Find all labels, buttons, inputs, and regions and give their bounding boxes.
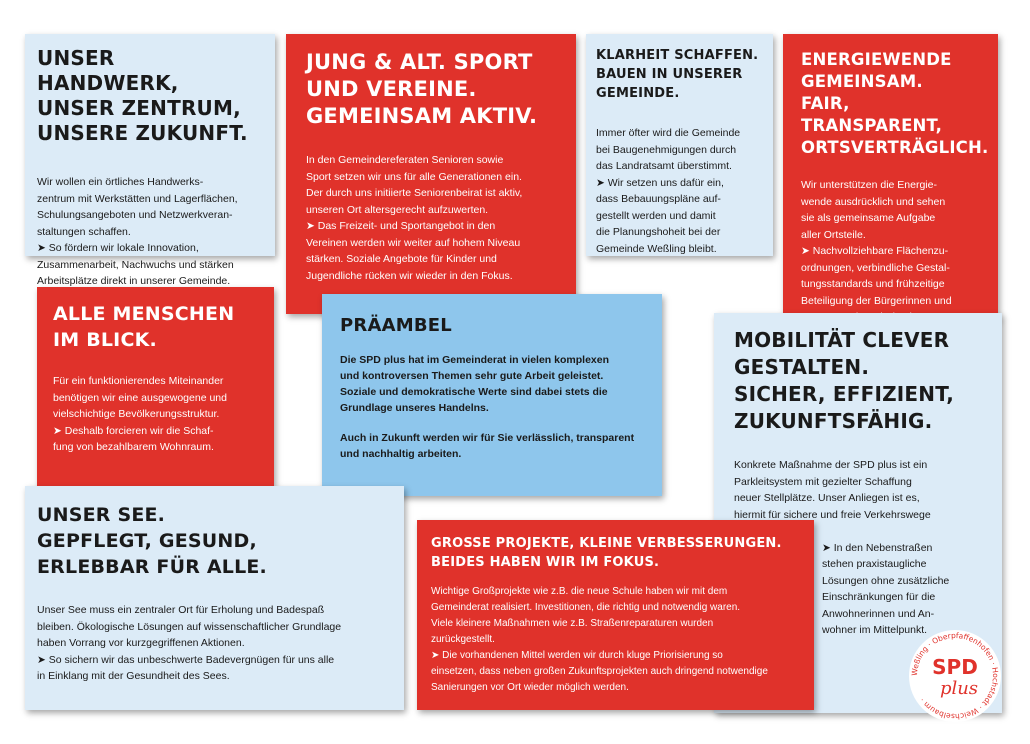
- arrow-icon: ➤: [822, 541, 831, 554]
- arrow-icon: ➤: [306, 220, 315, 232]
- card-text: Das Freizeit- und Sportangebot in den Vereinen werden wir weiter auf hohem Niveau stärken. Soziale Angebote für Kinder und Jugendliche rücken wir wieder in den Fokus.: [306, 220, 521, 282]
- card-text: Wichtige Großprojekte wie z.B. die neue Schule haben wir mit dem Gemeinderat realisiert. Investitionen, die richtig und notwendig waren. Viele kleinere Maßnahmen wie z.B. Straßenreparaturen wurden zurückgestellt.: [431, 586, 741, 645]
- card-text: Wir unterstützen die Energie- wende ausdrücklich und sehen sie als gemeinsame Aufgabe aller Ortsteile.: [801, 179, 946, 241]
- card-text: Deshalb forcieren wir die Schaf- fung von bezahlbarem Wohnraum.: [53, 424, 214, 453]
- card-text: Konkrete Maßnahme der SPD plus ist ein Parkleitsystem mit gezielter Schaffung neuer Stellplätze. Unser Anliegen ist es, hiermit für sichere und freie Verkehrswege: [734, 459, 931, 521]
- card-text: Die SPD plus hat im Gemeinderat in vielen komplexen und kontroversen Themen sehr gute Arbeit geleistet. Soziale und demokratische Werte sind dabei stets die Grundlage unseres Handelns.: [340, 354, 609, 414]
- card-title: KLARHEIT SCHAFFEN. BAUEN IN UNSERER GEMEINDE.: [596, 48, 759, 101]
- arrow-icon: ➤: [37, 653, 46, 666]
- card-text: In den Nebenstraßen stehen praxistaugliche Lösungen ohne zusätzliche Einschränkungen für die Anwohnerinnen und An- wohner im Mittelpunkt.: [822, 541, 950, 636]
- card-text: Auch in Zukunft werden wir für Sie verlässlich, transparent und nachhaltig arbeiten.: [340, 432, 635, 460]
- card-title: JUNG & ALT. SPORT UND VEREINE. GEMEINSAM AKTIV.: [306, 50, 538, 128]
- card-text: Unser See muss ein zentraler Ort für Erholung und Badespaß bleiben. Ökologische Lösungen auf wissenschaftlicher Grundlage haben Vorrang vor kurzgegriffenen Aktionen.: [37, 604, 342, 649]
- arrow-icon: ➤: [431, 650, 440, 661]
- card-title: ENERGIEWENDE GEMEINSAM. FAIR, TRANSPARENT, ORTSVERTRÄGLICH.: [801, 50, 989, 157]
- card-klarheit: [586, 34, 773, 256]
- card-projekte: [417, 520, 814, 710]
- card-title: PRÄAMBEL: [340, 315, 452, 336]
- card-title: UNSER SEE. GEPFLEGT, GESUND, ERLEBBAR FÜR ALLE.: [37, 504, 267, 578]
- card-text-point: [306, 218, 556, 284]
- card-text: In den Gemeindereferaten Senioren sowie Sport setzen wir uns für alle Generationen ein. Der durch uns initiierte Seniorenbeirat ist aktiv, unseren Ort altersgerecht aufzuwerten.: [306, 154, 523, 216]
- card-title: MOBILITÄT CLEVER GESTALTEN. SICHER, EFFIZIENT, ZUKUNFTSFÄHIG.: [734, 328, 955, 433]
- card-text: Die vorhandenen Mittel werden wir durch kluge Priorisierung so einsetzen, dass neben großen Zukunftsprojekten auch dringend notwendige Sanierungen vor Ort wieder möglich werden.: [431, 650, 768, 693]
- logo-ring-text: Weßling · Oberpfaffenhofen · Hochstadt · Weichselbaum ·: [909, 630, 1001, 722]
- card-jung-alt: [286, 34, 576, 314]
- card-title: GROSSE PROJEKTE, KLEINE VERBESSERUNGEN. BEIDES HABEN WIR IM FOKUS.: [431, 536, 782, 570]
- card-text-point: [53, 423, 260, 456]
- arrow-icon: ➤: [596, 176, 605, 189]
- arrow-icon: ➤: [37, 242, 46, 254]
- card-text-point: [431, 648, 802, 696]
- card-text: Für ein funktionierendes Miteinander benötigen wir eine ausgewogene und vielschichtige Bevölkerungsstruktur.: [53, 375, 227, 420]
- card-text: So sichern wir das unbeschwerte Badevergnügen für uns alle in Einklang mit der Gesundheit des Sees.: [37, 653, 335, 682]
- card-handwerk: [25, 34, 275, 287]
- card-text: So fördern wir lokale Innovation, Zusammenarbeit, Nachwuchs und stärken Arbeitsplätze direkt in unserer Gemeinde.: [37, 242, 234, 287]
- arrow-icon: ➤: [801, 245, 810, 257]
- card-praeambel: [322, 294, 662, 496]
- card-text: Nachvollziehbare Flächenzu- ordnungen, verbindliche Gestal- tungsstandards und frühzeitige Beteiligung der Bürgerinnen und: [801, 245, 952, 307]
- logo-seal: [907, 628, 1003, 724]
- card-text: Wir setzen uns dafür ein, dass Bebauungspläne auf- gestellt werden und damit die Planungshoheit bei der Gemeinde Weßling bleibt.: [596, 176, 724, 255]
- card-title: ALLE MENSCHEN IM BLICK.: [53, 303, 235, 351]
- card-text-point: [596, 175, 763, 258]
- card-title: UNSER HANDWERK, UNSER ZENTRUM, UNSERE ZUKUNFT.: [37, 46, 248, 145]
- card-text: Wir wollen ein örtliches Handwerks- zentrum mit Werkstätten und Lagerflächen, Schulungsangeboten und Netzwerkveran- staltungen schaffen.: [37, 176, 238, 238]
- spd-plus-logo: [907, 628, 1003, 724]
- arrow-icon: ➤: [53, 424, 62, 437]
- card-text-point: [37, 652, 392, 685]
- logo-plus: plus: [939, 678, 979, 699]
- card-energiewende: [783, 34, 998, 320]
- card-unser-see: [25, 486, 404, 710]
- card-alle-menschen: [37, 287, 274, 487]
- card-text-point: [37, 240, 263, 290]
- logo-spd: SPD: [932, 655, 978, 679]
- card-text: Immer öfter wird die Gemeinde bei Baugenehmigungen durch das Landratsamt überstimmt.: [596, 127, 741, 172]
